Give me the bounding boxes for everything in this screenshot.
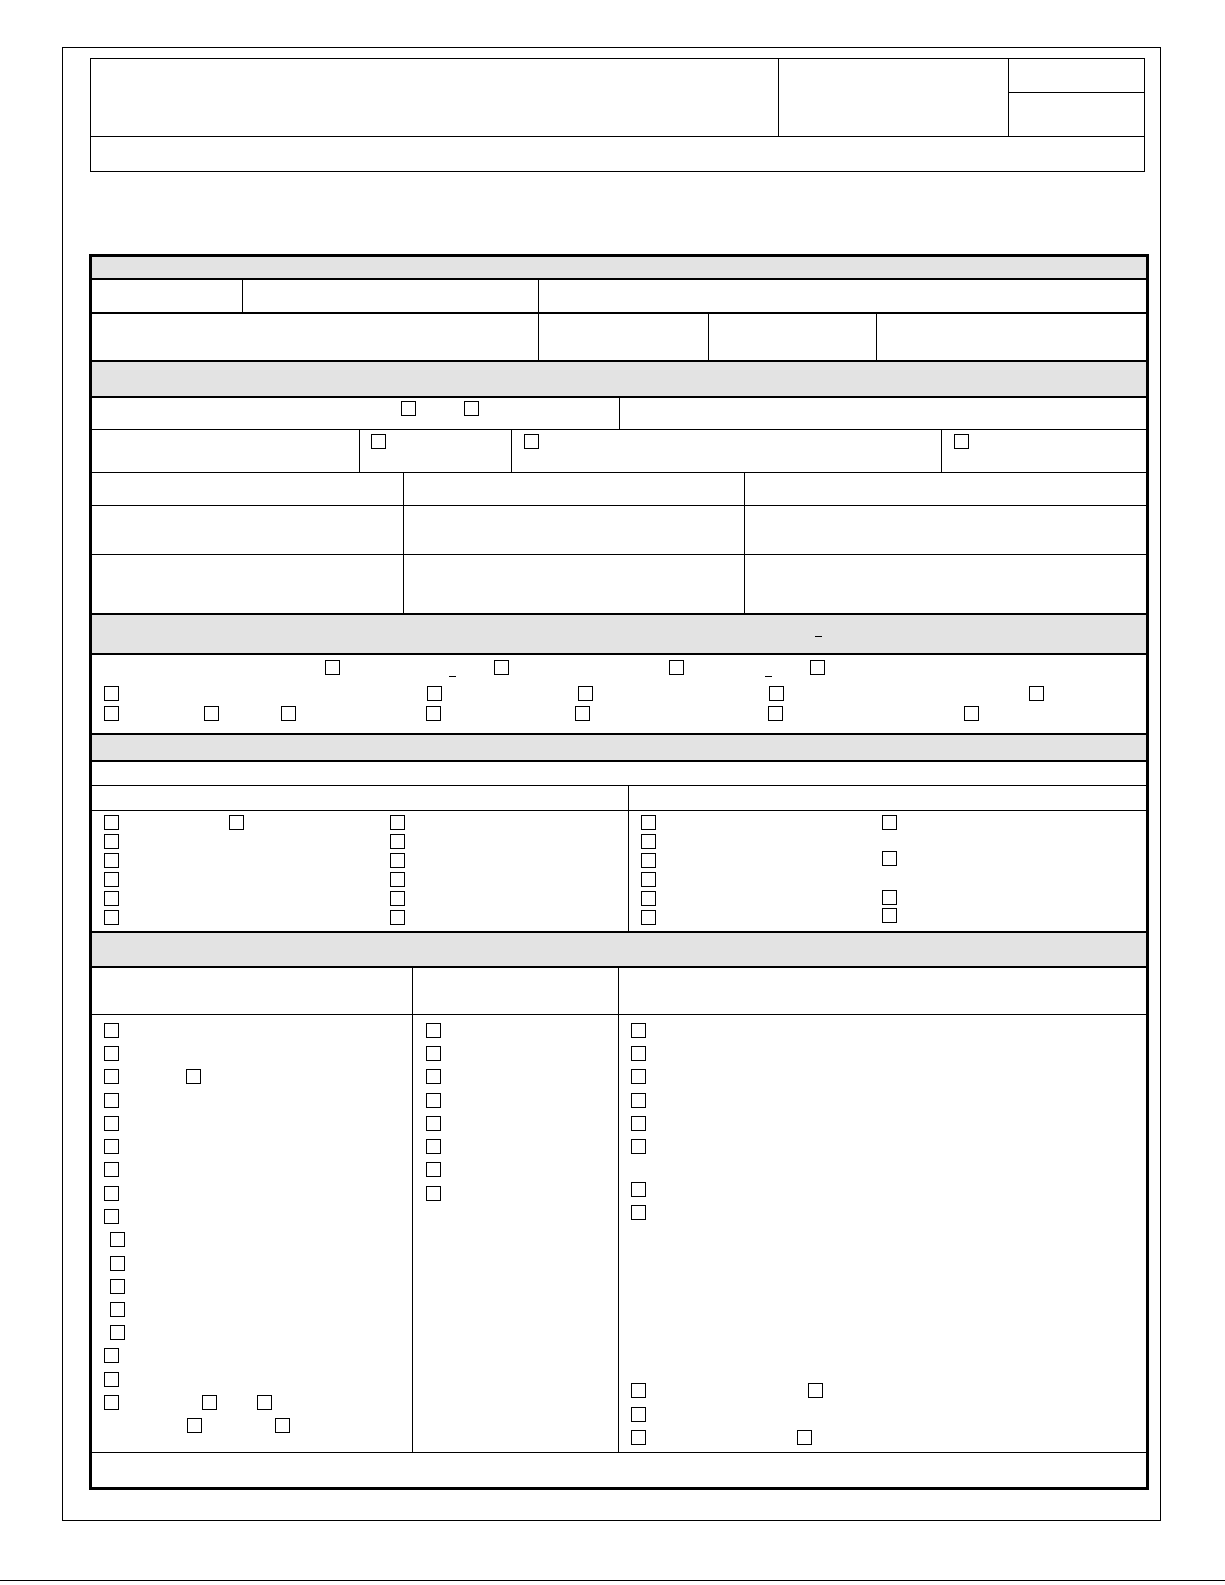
s5-checkbox-c1-17b[interactable] xyxy=(202,1395,217,1410)
s3-checkbox-15[interactable] xyxy=(768,706,783,721)
s2-checkbox-3[interactable] xyxy=(371,434,386,449)
s3-checkbox-5[interactable] xyxy=(104,686,119,701)
s4-checkbox-c4-4[interactable] xyxy=(882,908,897,923)
s4-checkbox-c3-6[interactable] xyxy=(641,910,656,925)
s1-row-rule xyxy=(90,312,1148,314)
s5-checkbox-c3-8[interactable] xyxy=(631,1205,646,1220)
s3-header-mark xyxy=(815,636,822,637)
header-right-divider xyxy=(1008,92,1145,93)
s5-checkbox-c1-14[interactable] xyxy=(110,1325,125,1340)
s3-checkbox-2[interactable] xyxy=(494,660,509,675)
s3-mark-1 xyxy=(449,676,456,677)
s1-col-b xyxy=(538,280,539,361)
s5-checkbox-c1-7[interactable] xyxy=(104,1162,119,1177)
s5-checkbox-c3-9b[interactable] xyxy=(808,1383,823,1398)
section-1-rule xyxy=(90,278,1148,280)
s4-checkbox-c2-2[interactable] xyxy=(390,834,405,849)
s2-col-c xyxy=(511,430,512,473)
s4-col-divider xyxy=(628,785,629,932)
s5-row-rule-2 xyxy=(90,1452,1148,1453)
section-2-header xyxy=(92,362,1146,396)
s5-checkbox-c1-15[interactable] xyxy=(104,1348,119,1363)
section-4-rule xyxy=(90,760,1148,762)
header-col-divider-1 xyxy=(778,58,779,136)
s4-checkbox-c4-3[interactable] xyxy=(882,890,897,905)
s5-checkbox-c3-7[interactable] xyxy=(631,1182,646,1197)
s1-col-d xyxy=(876,313,877,361)
s2-checkbox-2[interactable] xyxy=(464,401,479,416)
s2-checkbox-5[interactable] xyxy=(954,434,969,449)
s3-checkbox-12[interactable] xyxy=(281,706,296,721)
s5-checkbox-c2-7[interactable] xyxy=(426,1162,441,1177)
s5-checkbox-c1-3b[interactable] xyxy=(186,1069,201,1084)
s5-checkbox-c1-17[interactable] xyxy=(104,1395,119,1410)
s5-col-divider-1 xyxy=(412,968,413,1453)
main-form-frame xyxy=(89,254,1149,1490)
s4-row-rule-2 xyxy=(90,810,1148,811)
section-5-header xyxy=(92,933,1146,966)
form-header xyxy=(90,58,1145,172)
s5-checkbox-c3-11[interactable] xyxy=(631,1430,646,1445)
s3-checkbox-4[interactable] xyxy=(810,660,825,675)
s4-checkbox-c3-4[interactable] xyxy=(641,872,656,887)
s5-checkbox-c1-4[interactable] xyxy=(104,1093,119,1108)
s4-checkbox-c1-1[interactable] xyxy=(104,815,119,830)
s5-checkbox-c3-5[interactable] xyxy=(631,1116,646,1131)
section-3-header xyxy=(92,615,1146,653)
s2-checkbox-4[interactable] xyxy=(524,434,539,449)
s2-row-rule-4 xyxy=(90,554,1148,555)
s4-checkbox-c1-6[interactable] xyxy=(104,910,119,925)
s3-checkbox-10[interactable] xyxy=(104,706,119,721)
s5-checkbox-c3-11b[interactable] xyxy=(797,1430,812,1445)
s5-checkbox-c1-6[interactable] xyxy=(104,1139,119,1154)
s4-checkbox-c1-3[interactable] xyxy=(104,853,119,868)
header-divider xyxy=(90,136,1145,137)
s5-checkbox-c3-2[interactable] xyxy=(631,1046,646,1061)
s3-mark-2 xyxy=(765,676,772,677)
s4-row-rule-1 xyxy=(90,785,1148,786)
s3-checkbox-3[interactable] xyxy=(669,660,684,675)
s5-checkbox-c3-3[interactable] xyxy=(631,1069,646,1084)
s3-checkbox-11[interactable] xyxy=(204,706,219,721)
s2-row-rule-3 xyxy=(90,505,1148,506)
s2-col-d xyxy=(941,430,942,473)
s2-col-a xyxy=(619,398,620,430)
s5-checkbox-c1-12[interactable] xyxy=(110,1279,125,1294)
s4-checkbox-c4-2[interactable] xyxy=(882,851,897,866)
s5-checkbox-c1-1[interactable] xyxy=(104,1023,119,1038)
s5-checkbox-c1-13[interactable] xyxy=(110,1302,125,1317)
s5-checkbox-c1-11[interactable] xyxy=(110,1256,125,1271)
s5-checkbox-c3-1[interactable] xyxy=(631,1023,646,1038)
s2-checkbox-1[interactable] xyxy=(401,401,416,416)
s5-checkbox-c2-6[interactable] xyxy=(426,1139,441,1154)
s4-checkbox-c3-3[interactable] xyxy=(641,853,656,868)
s2-col-b xyxy=(359,430,360,473)
s5-col-divider-2 xyxy=(618,968,619,1453)
s4-checkbox-c3-5[interactable] xyxy=(641,891,656,906)
section-5-rule xyxy=(90,966,1148,968)
s3-checkbox-8[interactable] xyxy=(769,686,784,701)
s4-checkbox-c1-4[interactable] xyxy=(104,872,119,887)
s5-checkbox-c2-3[interactable] xyxy=(426,1069,441,1084)
s4-checkbox-c1-5[interactable] xyxy=(104,891,119,906)
s5-checkbox-c3-6[interactable] xyxy=(631,1139,646,1154)
s5-checkbox-c1-10[interactable] xyxy=(110,1232,125,1247)
s5-row-rule-1 xyxy=(90,1014,1148,1015)
s5-checkbox-c1-2[interactable] xyxy=(104,1046,119,1061)
section-3-rule xyxy=(90,653,1148,655)
s2-col-e xyxy=(403,473,404,614)
s3-checkbox-9[interactable] xyxy=(1029,686,1044,701)
s4-checkbox-c2-6[interactable] xyxy=(390,910,405,925)
s5-checkbox-c1-16[interactable] xyxy=(104,1372,119,1387)
s4-checkbox-c2-3[interactable] xyxy=(390,853,405,868)
s3-checkbox-16[interactable] xyxy=(964,706,979,721)
s5-checkbox-c1-8[interactable] xyxy=(104,1186,119,1201)
s5-checkbox-c3-9[interactable] xyxy=(631,1383,646,1398)
s3-checkbox-1[interactable] xyxy=(325,660,340,675)
s4-checkbox-c1-2[interactable] xyxy=(104,834,119,849)
header-col-divider-2 xyxy=(1008,58,1009,136)
s2-col-f xyxy=(744,473,745,614)
s5-checkbox-c3-10[interactable] xyxy=(631,1407,646,1422)
s3-checkbox-7[interactable] xyxy=(578,686,593,701)
s4-checkbox-c2-1[interactable] xyxy=(390,815,405,830)
s5-checkbox-c1-3[interactable] xyxy=(104,1069,119,1084)
s5-checkbox-c2-2[interactable] xyxy=(426,1046,441,1061)
s5-checkbox-c3-4[interactable] xyxy=(631,1093,646,1108)
s4-checkbox-c3-2[interactable] xyxy=(641,834,656,849)
s2-row-rule-1 xyxy=(90,429,1148,430)
s5-checkbox-c2-5[interactable] xyxy=(426,1116,441,1131)
s3-checkbox-6[interactable] xyxy=(427,686,442,701)
s3-checkbox-13[interactable] xyxy=(426,706,441,721)
s4-checkbox-c2-5[interactable] xyxy=(390,891,405,906)
section-4-header xyxy=(92,735,1146,760)
s5-checkbox-c1-5[interactable] xyxy=(104,1116,119,1131)
s1-col-c xyxy=(708,313,709,361)
s4-checkbox-c3-1[interactable] xyxy=(641,815,656,830)
s5-checkbox-c1-17c[interactable] xyxy=(257,1395,272,1410)
s2-row-rule-2 xyxy=(90,472,1148,473)
s4-checkbox-c2-4[interactable] xyxy=(390,872,405,887)
s5-checkbox-c2-8[interactable] xyxy=(426,1186,441,1201)
s5-checkbox-c2-1[interactable] xyxy=(426,1023,441,1038)
s5-checkbox-c1-18b[interactable] xyxy=(187,1418,202,1433)
section-1-header xyxy=(92,257,1146,278)
s4-checkbox-c4-1[interactable] xyxy=(882,815,897,830)
s5-checkbox-c1-18c[interactable] xyxy=(275,1418,290,1433)
s1-col-a xyxy=(242,280,243,313)
s5-checkbox-c1-9[interactable] xyxy=(104,1209,119,1224)
page-bottom-edge xyxy=(0,1580,1225,1581)
s3-checkbox-14[interactable] xyxy=(575,706,590,721)
s4-checkbox-c1-1b[interactable] xyxy=(229,815,244,830)
s5-checkbox-c2-4[interactable] xyxy=(426,1093,441,1108)
